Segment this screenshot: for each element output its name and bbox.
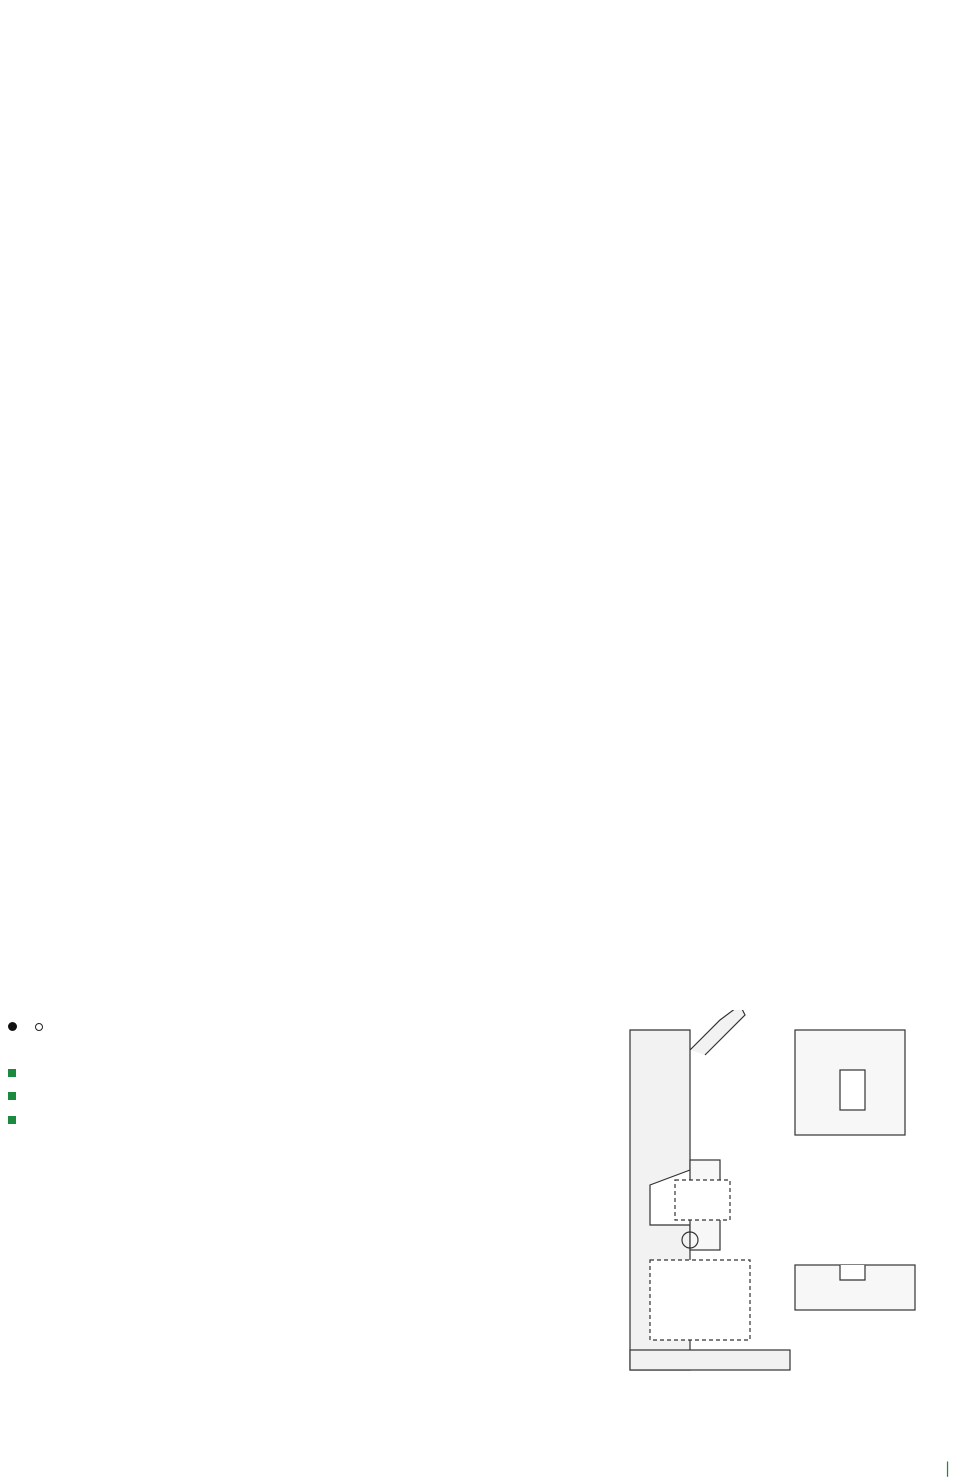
detail-drawing <box>795 1030 915 1310</box>
filled-dot-icon <box>8 1022 17 1031</box>
press-body <box>630 1010 790 1370</box>
brand-footer: | <box>944 1459 950 1477</box>
circle-icon <box>35 1023 43 1031</box>
bullet-icon <box>8 1116 16 1124</box>
bullet-icon <box>8 1092 16 1100</box>
notes <box>8 1016 43 1132</box>
bullet-icon <box>8 1069 16 1077</box>
press-drawing <box>540 1010 955 1405</box>
